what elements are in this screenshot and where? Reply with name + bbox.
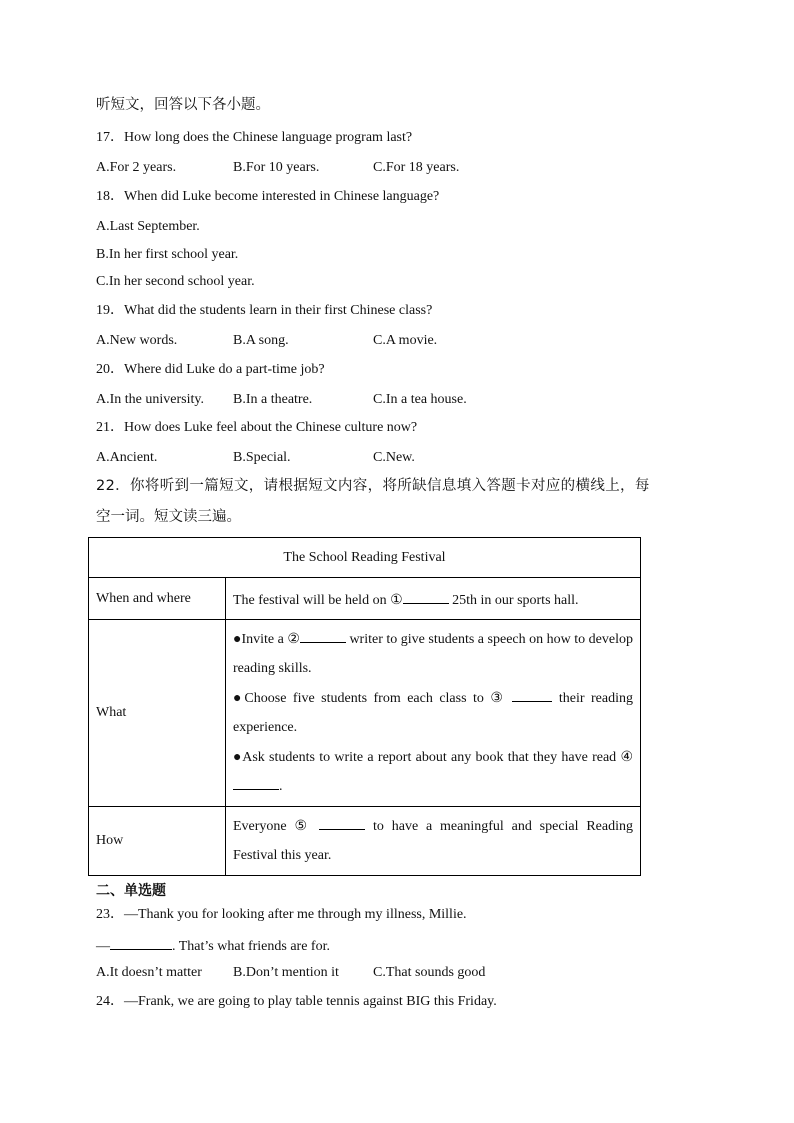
option-b: B.For 10 years.	[233, 160, 320, 175]
row-content-what	[226, 620, 641, 807]
bullet-choose: ●Choose five students from each class to ③ their reading experience.	[233, 684, 633, 743]
question-24-stem: 24．—Frank, we are going to play table tennis against BIG this Friday.	[96, 994, 497, 1009]
section-heading-multiple-choice: 二、单选题	[96, 883, 166, 899]
blank-1	[403, 589, 449, 604]
option-a: A.For 2 years.	[96, 160, 177, 175]
option-b: B.In a theatre.	[233, 392, 313, 407]
option-b: B.Don’t mention it	[233, 965, 339, 980]
option-c: C.That sounds good	[373, 965, 486, 980]
listening-instructions: 听短文，回答以下各小题。	[96, 97, 270, 113]
question-19-stem: 19．What did the students learn in their first Chinese class?	[96, 303, 433, 318]
option-b: B.In her first school year.	[96, 247, 239, 262]
question-23-stem: 23．—Thank you for looking after me through my illness, Millie.	[96, 907, 467, 922]
row-label-what: What	[89, 620, 226, 807]
blank-2	[300, 628, 346, 643]
blank-3	[512, 687, 552, 702]
question-20-stem: 20．Where did Luke do a part-time job?	[96, 362, 325, 377]
question-17-stem: 17．How long does the Chinese language program last?	[96, 130, 413, 145]
option-c: C.In her second school year.	[96, 274, 255, 289]
row-content-when-where: The festival will be held on ① 25th in our sports hall.	[226, 578, 641, 620]
question-22-instructions-line2: 空一词。短文读三遍。	[96, 509, 241, 525]
option-b: B.Special.	[233, 450, 291, 465]
question-18-stem: 18．When did Luke become interested in Chinese language?	[96, 189, 440, 204]
option-a: A.New words.	[96, 333, 178, 348]
question-23-reply: — . That’s what friends are for.	[96, 935, 330, 957]
option-c: C.New.	[373, 450, 415, 465]
table-title: The School Reading Festival	[89, 538, 641, 578]
option-c: C.A movie.	[373, 333, 438, 348]
row-label-when-where: When and where	[89, 578, 226, 620]
option-a: A.Ancient.	[96, 450, 158, 465]
question-21-stem: 21．How does Luke feel about the Chinese culture now?	[96, 420, 418, 435]
row-label-how: How	[89, 807, 226, 876]
reading-festival-table	[88, 537, 641, 876]
option-b: B.A song.	[233, 333, 289, 348]
option-c: C.For 18 years.	[373, 160, 460, 175]
blank-reply	[110, 935, 172, 950]
option-a: A.In the university.	[96, 392, 204, 407]
option-c: C.In a tea house.	[373, 392, 467, 407]
option-a: A.Last September.	[96, 219, 200, 234]
blank-5	[319, 815, 365, 830]
row-content-how: Everyone ⑤ to have a meaningful and special Reading Festival this year.	[226, 807, 641, 876]
bullet-ask: ●Ask students to write a report about any book that they have read ④.	[233, 749, 633, 794]
bullet-invite: ●Invite a ② writer to give students a speech on how to develop reading skills.	[233, 625, 633, 684]
option-a: A.It doesn’t matter	[96, 965, 202, 980]
blank-4	[233, 775, 279, 790]
question-22-instructions-line1: 22．你将听到一篇短文，请根据短文内容，将所缺信息填入答题卡对应的横线上，每	[96, 478, 650, 494]
